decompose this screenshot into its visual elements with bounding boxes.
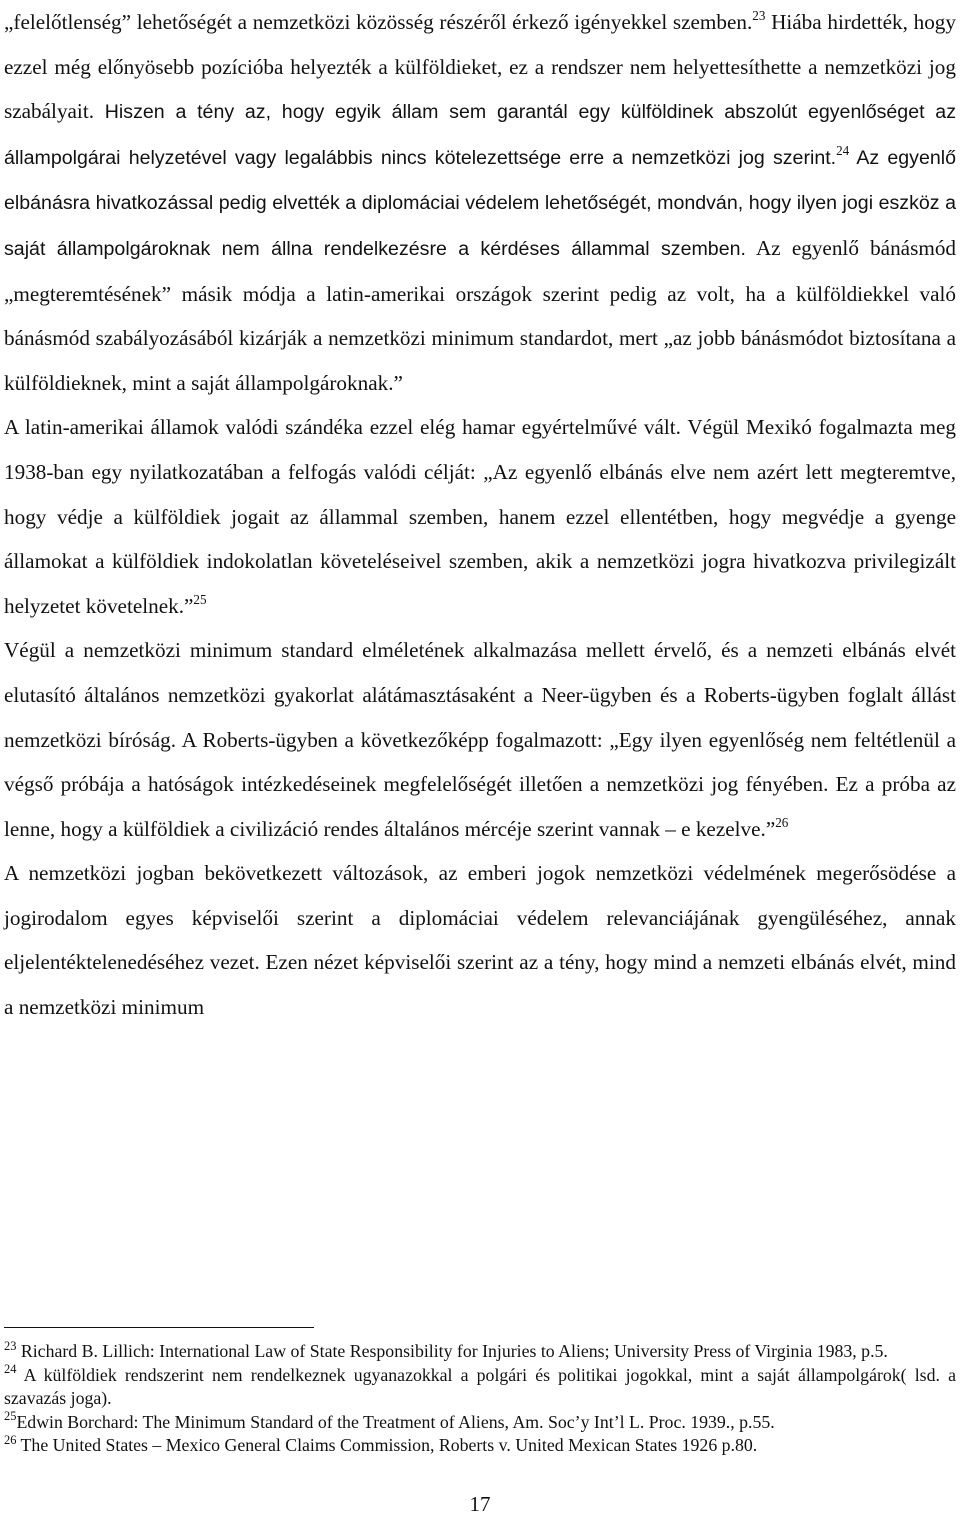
footnote-number: 26 (4, 1432, 17, 1447)
footnote-text: Edwin Borchard: The Minimum Standard of the Treatment of Aliens, Am. Soc’y Int’l L. Proc. 1939., p.55. (16, 1411, 775, 1432)
paragraph-2-text: A latin-amerikai államok valódi szándéka ezzel elég hamar egyértelművé vált. Végül Mexikó fogalmazta meg 1938-ban egy nyilatkozatában a felfogás valódi célját: „Az egyenlő elbánás elve nem azért lett megteremtve, hogy védje a külföldiek jogait az állammal szemben, hanem ezzel ellentétben, hogy megvédje a gyenge államokat a külföldiek indokolatlan követeléseivel szemben, akik a nemzetközi jogra hivatkozva privilegizált helyzetet követelnek.” (4, 415, 956, 618)
paragraph-1-sans-b: Az egyenlő elbánásra hivatkozással pedig elvették a diplomáciai védelem lehetőségét, mondván, hogy ilyen jogi eszköz a saját állampolgároknak nem állna rendelkezésre a kérdéses állammal szemben. (4, 146, 956, 260)
footnote-text: The United States – Mexico General Claims Commission, Roberts v. United Mexican States 1926 p.80. (16, 1435, 758, 1456)
footnote-25 (4, 1411, 956, 1435)
paragraph-1-sans-a: Hiszen a tény az, hogy egyik állam sem garantál egy külföldinek abszolút egyenlőséget az állampolgárai helyzetével vagy legalábbis nincs kötelezettsége erre a nemzetközi jog szerint. (4, 101, 956, 169)
paragraph-3-text: Végül a nemzetközi minimum standard elméletének alkalmazása mellett érvelő, és a nemzeti elbánás elvét elutasító általános nemzetközi gyakorlat alátámasztásaként a Neer-ügyben és a Roberts-ügyben foglalt állást nemzetközi bíróság. A Roberts-ügyben a következőképp fogalmazott: „Egy ilyen egyenlőség nem feltétlenül a végső próbája a hatóságok intézkedéseinek megfelelőségét illetően a nemzetközi jog fényében. Ez a próba az lenne, hogy a külföldiek a civilizáció rendes általános mércéje szerint vannak – e kezelve.” (4, 638, 956, 841)
paragraph-4 (4, 851, 956, 1029)
footnotes (4, 1340, 956, 1458)
paragraph-1 (4, 0, 956, 405)
footnote-text: Richard B. Lillich: International Law of State Responsibility for Injuries to Aliens; University Press of Virginia 1983, p.5. (16, 1341, 888, 1361)
paragraph-1-start: „felelőtlenség” lehetőségét a nemzetközi közösség részéről érkező igényekkel szemben. (4, 10, 753, 34)
footnote-23 (4, 1340, 956, 1364)
footnote-number: 23 (4, 1338, 17, 1353)
footnote-number: 24 (4, 1362, 17, 1377)
footnote-number: 25 (4, 1409, 17, 1424)
footnote-ref-25: 25 (193, 592, 207, 608)
footnote-ref-23: 23 (752, 8, 766, 24)
footnote-text: A külföldiek rendszerint nem rendelkeznek ugyanazokkal a polgári és politikai jogokkal, mint a saját állampolgárok( lsd. a szavazás joga). (4, 1364, 956, 1409)
body-text (4, 0, 956, 1030)
paragraph-2 (4, 405, 956, 628)
footnote-ref-26: 26 (775, 815, 789, 831)
footnote-24 (4, 1364, 956, 1411)
footnote-separator (4, 1327, 314, 1328)
paragraph-1-serif: Hiába hirdették, hogy ezzel még előnyösebb pozícióba helyezték a külföldieket, ez a rendszer nem helyettesíthette a nemzetközi jog szabályait. (4, 10, 956, 124)
paragraph-4-text: A nemzetközi jogban bekövetkezett változások, az emberi jogok nemzetközi védelmének megerősödése a jogirodalom egyes képviselői szerint a diplomáciai védelem relevanciájának gyengüléséhez, annak eljelentéktelenedéséhez vezet. Ezen nézet képviselői szerint az a tény, hogy mind a nemzeti elbánás elvét, mind a nemzetközi minimum (4, 861, 956, 1020)
footnote-26 (4, 1434, 956, 1458)
page-number: 17 (469, 1492, 491, 1516)
footnote-ref-24: 24 (836, 143, 850, 159)
paragraph-3 (4, 628, 956, 851)
paragraph-1-end: Az egyenlő bánásmód „megteremtésének” másik módja a latin-amerikai országok szerint pedig az volt, ha a külföldiekkel való bánásmód szabályozásából kizárják a nemzetközi minimum standardot, mert „az jobb bánásmódot biztosítana a külföldieknek, mint a saját állampolgároknak.” (4, 235, 957, 395)
